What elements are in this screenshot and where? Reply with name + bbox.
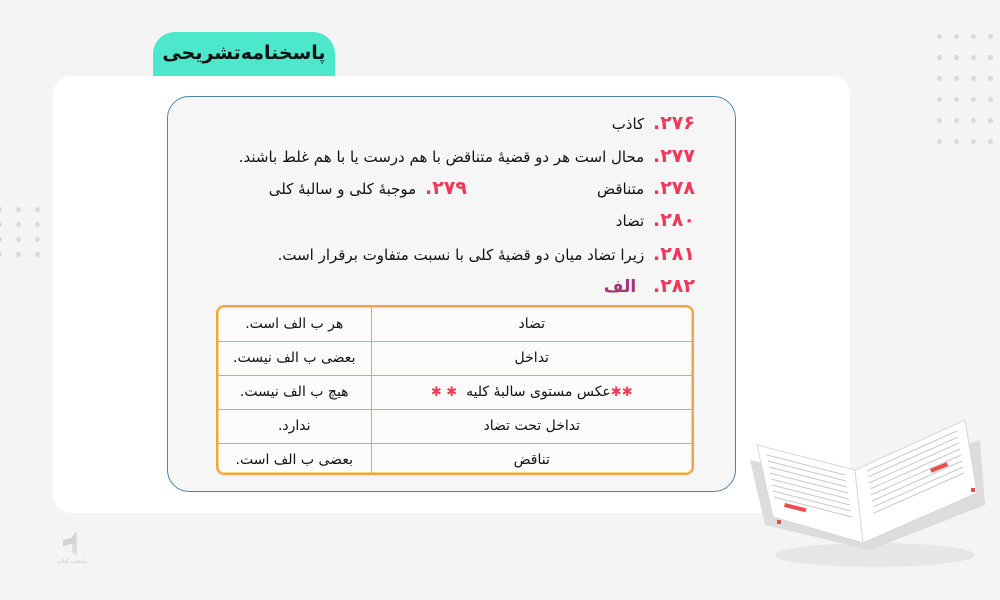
answer-number: ۲۸۱. xyxy=(652,243,695,265)
table-row xyxy=(218,375,692,409)
answer-279 xyxy=(269,178,467,199)
publisher-logo xyxy=(52,530,92,572)
answer-number: ۲۷۷. xyxy=(652,145,695,167)
answer-number: ۲۷۹. xyxy=(424,177,467,199)
answer-281 xyxy=(278,244,695,265)
star-icon: ✱ xyxy=(610,385,622,400)
decorative-dot-grid-right xyxy=(937,34,993,144)
open-book-illustration xyxy=(745,385,990,575)
statement-cell: بعضی ب الف است. xyxy=(218,443,371,475)
star-icon: ✱ xyxy=(621,385,633,400)
relation-cell: تداخل xyxy=(371,341,692,375)
star-icon: ✱ xyxy=(430,385,442,400)
answer-text: تضاد xyxy=(615,212,645,230)
answer-box xyxy=(167,96,736,492)
statement-cell: هیچ ب الف نیست. xyxy=(218,375,371,409)
answer-text: متناقض xyxy=(596,180,645,198)
logo-icon xyxy=(61,530,83,556)
tab-title: پاسخنامه‌تشریحی xyxy=(162,42,326,64)
logo-text: پایتخت کتاب xyxy=(56,558,88,565)
star-icon: ✱ xyxy=(446,385,458,400)
answer-text: محال است هر دو قضیهٔ متناقض با هم درست یا با هم غلط باشند. xyxy=(238,148,645,166)
relation-cell: تناقض xyxy=(371,443,692,475)
table-row xyxy=(218,409,692,443)
relation-cell: تداخل تحت تضاد xyxy=(371,409,692,443)
table-row xyxy=(218,443,692,475)
answer-number: ۲۸۲. xyxy=(652,275,695,297)
answer-277 xyxy=(239,146,695,167)
relation-cell: تضاد xyxy=(371,307,692,341)
answer-278 xyxy=(597,178,695,199)
answer-280 xyxy=(616,210,695,231)
table-row xyxy=(218,341,692,375)
answer-number: ۲۸۰. xyxy=(652,209,695,231)
answer-282 xyxy=(604,276,695,297)
relations-table xyxy=(216,305,694,475)
statement-cell: ندارد. xyxy=(218,409,371,443)
statement-cell: هر ب الف است. xyxy=(218,307,371,341)
table-row xyxy=(218,307,692,341)
answer-text: الف xyxy=(603,277,637,297)
relation-cell xyxy=(371,375,692,409)
answer-text: زیرا تضاد میان دو قضیهٔ کلی با نسبت متفاوت برقرار است. xyxy=(277,246,645,264)
answer-text: کاذب xyxy=(611,115,645,133)
answer-number: ۲۷۶. xyxy=(652,112,695,134)
decorative-dot-grid-left xyxy=(0,207,40,257)
answer-276 xyxy=(612,113,695,134)
statement-cell: بعضی ب الف نیست. xyxy=(218,341,371,375)
answer-number: ۲۷۸. xyxy=(652,177,695,199)
relation-text: عکس مستوی سالبهٔ کلیه xyxy=(466,384,611,400)
answer-text: موجبهٔ کلی و سالبهٔ کلی xyxy=(268,180,417,198)
